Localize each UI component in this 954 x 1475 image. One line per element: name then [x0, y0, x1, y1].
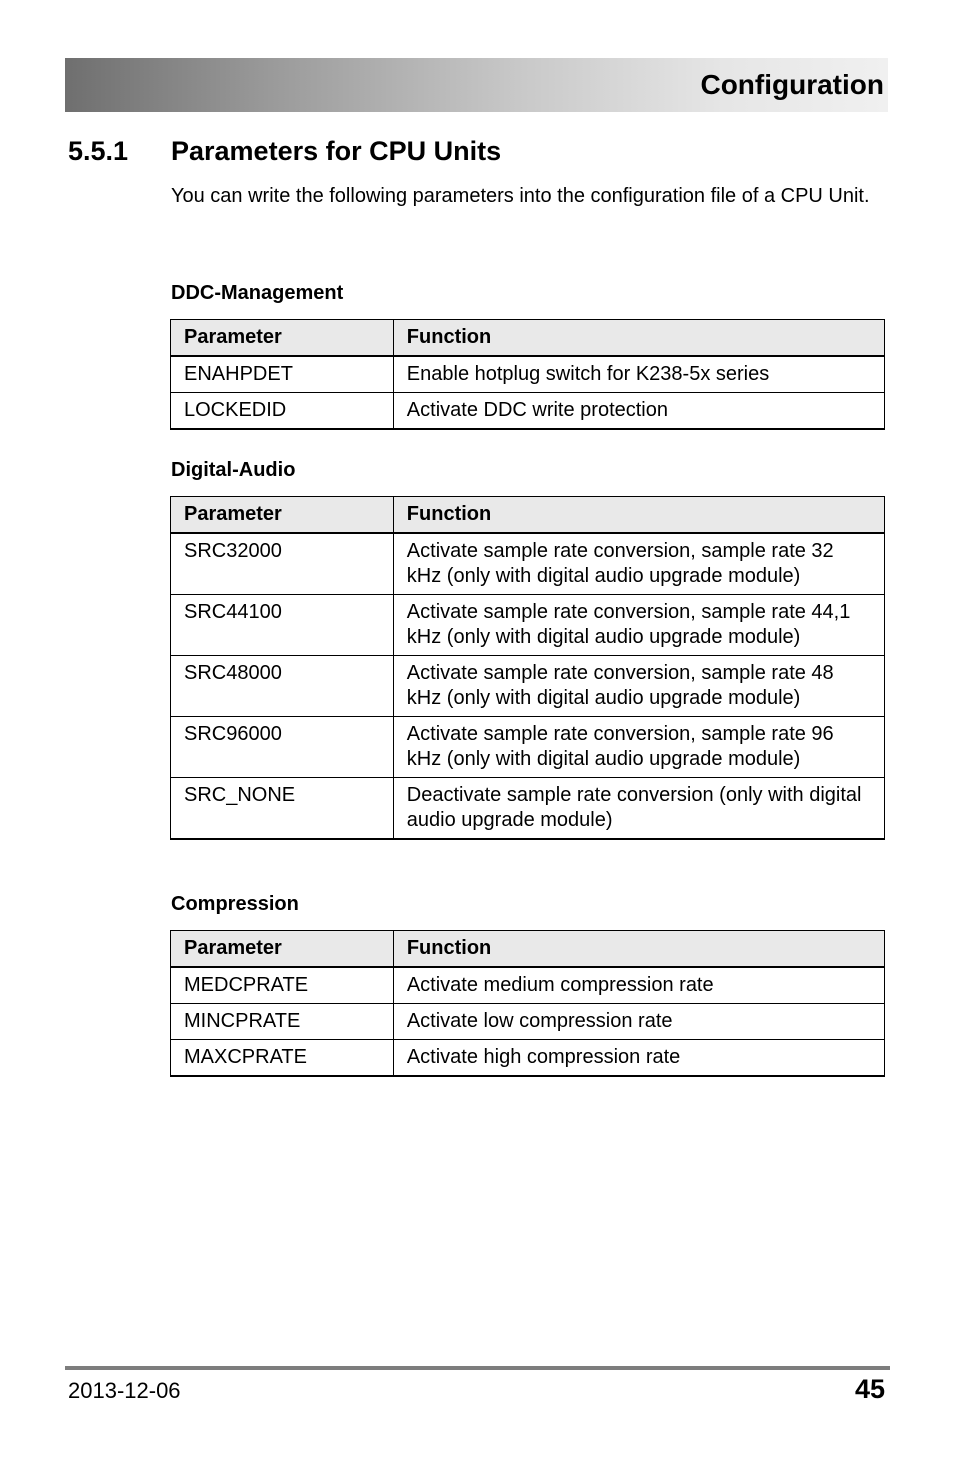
footer-date: 2013-12-06: [68, 1378, 181, 1403]
header-band: [65, 58, 888, 112]
section-number: 5.5.1: [68, 136, 129, 166]
table-row: [171, 1040, 885, 1077]
table-row: [171, 967, 885, 1004]
parameter-cell: LOCKEDID: [171, 393, 394, 430]
column-header-parameter: Parameter: [171, 320, 394, 357]
table-header-row: [171, 320, 885, 357]
digital-audio-table: [170, 496, 885, 840]
function-cell: Activate low compression rate: [393, 1004, 884, 1040]
table-row: [171, 778, 885, 840]
function-cell: Activate sample rate conversion, sample rate 96 kHz (only with digital audio upgrade module): [393, 717, 884, 778]
footer-divider: [65, 1366, 890, 1370]
table-row: [171, 656, 885, 717]
parameter-cell: SRC48000: [171, 656, 394, 717]
parameter-cell: SRC44100: [171, 595, 394, 656]
function-cell: Activate high compression rate: [393, 1040, 884, 1077]
function-cell: Activate medium compression rate: [393, 967, 884, 1004]
table-row: [171, 533, 885, 595]
function-cell: Deactivate sample rate conversion (only with digital audio upgrade module): [393, 778, 884, 840]
parameter-cell: MAXCPRATE: [171, 1040, 394, 1077]
parameter-cell: MEDCPRATE: [171, 967, 394, 1004]
section-heading: [68, 136, 501, 167]
table-row: [171, 356, 885, 393]
function-cell: Activate sample rate conversion, sample rate 44,1 kHz (only with digital audio upgrade module): [393, 595, 884, 656]
parameter-cell: SRC96000: [171, 717, 394, 778]
compression-heading: Compression: [171, 893, 299, 915]
parameter-cell: SRC32000: [171, 533, 394, 595]
compression-table: [170, 930, 885, 1077]
section-title: Parameters for CPU Units: [171, 136, 502, 166]
column-header-function: Function: [393, 931, 884, 968]
chapter-title: Configuration: [700, 69, 884, 100]
column-header-function: Function: [393, 320, 884, 357]
table-header-row: [171, 497, 885, 534]
column-header-parameter: Parameter: [171, 931, 394, 968]
function-cell: Enable hotplug switch for K238-5x series: [393, 356, 884, 393]
parameter-cell: MINCPRATE: [171, 1004, 394, 1040]
table-row: [171, 717, 885, 778]
column-header-parameter: Parameter: [171, 497, 394, 534]
table-row: [171, 595, 885, 656]
table-row: [171, 393, 885, 430]
page-number: 45: [854, 1374, 885, 1404]
table-header-row: [171, 931, 885, 968]
ddc-management-heading: DDC-Management: [171, 282, 344, 304]
function-cell: Activate sample rate conversion, sample rate 32 kHz (only with digital audio upgrade module): [393, 533, 884, 595]
digital-audio-heading: Digital-Audio: [171, 459, 296, 481]
function-cell: Activate DDC write protection: [393, 393, 884, 430]
parameter-cell: SRC_NONE: [171, 778, 394, 840]
table-row: [171, 1004, 885, 1040]
function-cell: Activate sample rate conversion, sample rate 48 kHz (only with digital audio upgrade module): [393, 656, 884, 717]
column-header-function: Function: [393, 497, 884, 534]
parameter-cell: ENAHPDET: [171, 356, 394, 393]
ddc-management-table: [170, 319, 885, 430]
intro-paragraph: You can write the following parameters into the configuration file of a CPU Unit.: [171, 185, 870, 207]
